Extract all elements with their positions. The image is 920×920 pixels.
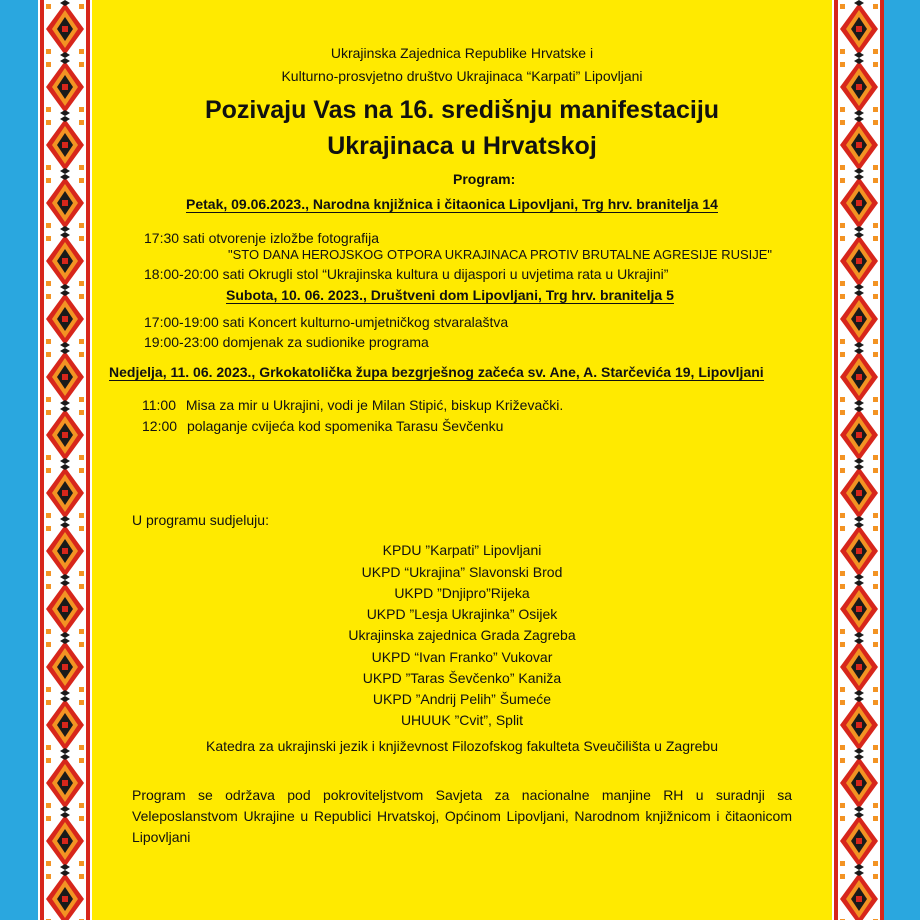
sunday-item-1 <box>142 397 563 413</box>
item-text: Misa za mir u Ukrajini, vodi je Milan Stipić, biskup Križevački. <box>185 397 564 413</box>
page-title-line-2: Ukrajinaca u Hrvatskoj <box>327 132 597 160</box>
yellow-poster-area <box>92 0 832 920</box>
participant-item: UKPD ”Andrij Pelih” Šumeće <box>372 691 552 707</box>
participants-label: U programu sudjeluju: <box>132 512 269 528</box>
participant-item: UKPD “Ukrajina” Slavonski Brod <box>361 564 563 580</box>
saturday-item-2: 19:00-23:00 domjenak za sudionike programa <box>144 334 429 350</box>
item-time: 12:00 <box>142 418 178 434</box>
blue-side-strip-right <box>882 0 920 920</box>
item-text: polaganje cvijeća kod spomenika Tarasu Ševčenku <box>186 418 504 434</box>
participant-item: UKPD ”Lesja Ukrajinka” Osijek <box>366 606 558 622</box>
day-heading-friday <box>186 196 718 212</box>
friday-item-2: "STO DANA HEROJSKOG OTPORA UKRAJINACA PROTIV BRUTALNE AGRESIJE RUSIJE" <box>228 247 773 262</box>
saturday-item-1: 17:00-19:00 sati Koncert kulturno-umjetničkog stvaralaštva <box>144 314 509 330</box>
participant-item: Katedra za ukrajinski jezik i književnost Filozofskog fakulteta Sveučilišta u Zagrebu <box>205 738 719 754</box>
participant-item: UKPD ”Taras Ševčenko” Kaniža <box>362 670 562 686</box>
friday-item-3: 18:00-20:00 sati Okrugli stol “Ukrajinska kultura u dijaspori u uvjetima rata u Ukrajini” <box>144 266 669 282</box>
footer-sponsorship-text: Program se održava pod pokroviteljstvom Savjeta za nacionalne manjine RH u suradnji sa Veleposlanstvom Ukrajine u Republici Hrvatskoj, Općinom Lipovljani, Narodnom knjižnicom i čitaonicom Lipovljani <box>132 787 792 845</box>
organizer-line-2: Kulturno-prosvjetno društvo Ukrajinaca “Karpati” Lipovljani <box>281 68 643 84</box>
participant-item: UKPD “Ivan Franko” Vukovar <box>371 649 553 665</box>
participant-item: UHUUK ”Cvit”, Split <box>400 712 524 728</box>
page-title-line-1: Pozivaju Vas na 16. središnju manifestaciju <box>204 96 720 124</box>
item-time: 11:00 <box>142 397 176 413</box>
embroidery-border-right <box>832 0 884 920</box>
day-heading-text: Nedjelja, 11. 06. 2023., Grkokatolička župa bezgrješnog začeća sv. Ane, A. Starčevića 19, Lipovljani <box>109 364 764 380</box>
embroidery-border-left <box>38 0 92 920</box>
friday-item-1: 17:30 sati otvorenje izložbe fotografija <box>144 230 380 246</box>
blue-side-strip-left <box>0 0 38 920</box>
day-heading-saturday <box>226 287 674 303</box>
organizer-line-1: Ukrajinska Zajednica Republike Hrvatske i <box>330 45 594 61</box>
day-heading-text: Subota, 10. 06. 2023., Društveni dom Lipovljani, Trg hrv. branitelja 5 <box>226 287 674 303</box>
participant-item: UKPD ”Dnjipro”Rijeka <box>394 585 530 601</box>
day-heading-text: Petak, 09.06.2023., Narodna knjižnica i čitaonica Lipovljani, Trg hrv. branitelja 14 <box>186 196 718 212</box>
program-label: Program: <box>453 171 516 187</box>
sunday-item-2 <box>142 418 503 434</box>
day-heading-sunday <box>109 364 764 380</box>
participant-item: Ukrajinska zajednica Grada Zagreba <box>348 627 576 643</box>
participant-item: KPDU ”Karpati” Lipovljani <box>382 542 542 558</box>
